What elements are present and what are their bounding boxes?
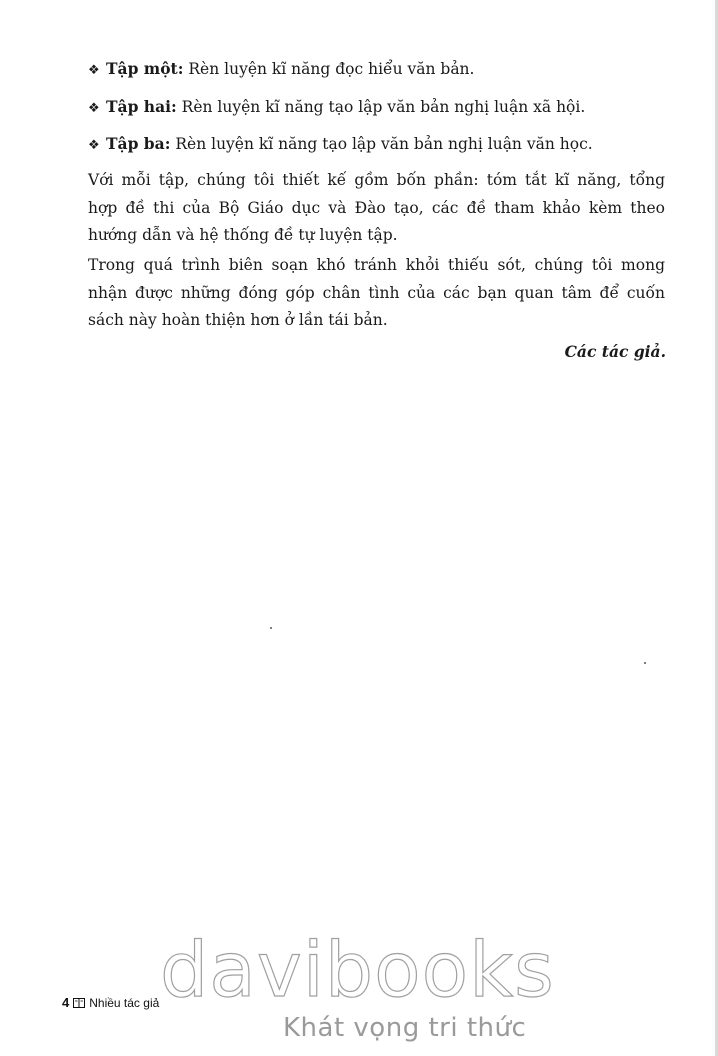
diamond-bullet-icon: ❖ [88,101,100,116]
paragraph-line: hướng dẫn và hệ thống đề tự luyện tập. [88,226,398,244]
watermark-slogan: Khát vọng tri thức [283,1013,527,1043]
page-number: 4 [62,995,70,1010]
diamond-bullet-icon: ❖ [88,63,100,78]
paragraph-closing [88,252,665,335]
print-speck [270,627,272,629]
bullet-item-volume-1 [88,58,678,82]
paragraph-line: Với mỗi tập, chúng tôi thiết kế gồm bốn phần: tóm tắt kĩ năng, tổng [88,171,665,189]
bullet-text: Rèn luyện kĩ năng đọc hiểu văn bản. [188,60,475,78]
watermark-logo: davibooks [160,925,555,1014]
bullet-label: Tập hai: [106,97,177,116]
paragraph-line: sách này hoàn thiện hơn ở lần tái bản. [88,311,388,329]
paragraph-structure [88,167,665,250]
bullet-item-volume-3 [88,133,678,157]
diamond-bullet-icon: ❖ [88,138,100,153]
bullet-text: Rèn luyện kĩ năng tạo lập văn bản nghị luận văn học. [175,135,593,153]
footer-author: Nhiều tác giả [89,995,160,1010]
bullet-item-volume-2 [88,96,678,120]
paragraph-line: Trong quá trình biên soạn khó tránh khỏi thiếu sót, chúng tôi mong [88,256,665,274]
bullet-label: Tập ba: [106,134,171,153]
book-icon [73,998,85,1008]
page-footer [62,995,159,1010]
paragraph-line: nhận được những đóng góp chân tình của các bạn quan tâm để cuốn [88,283,665,302]
bullet-label: Tập một: [106,59,184,78]
bullet-text: Rèn luyện kĩ năng tạo lập văn bản nghị luận xã hội. [181,98,586,116]
paragraph-line: hợp đề thi của Bộ Giáo dục và Đào tạo, các đề tham khảo kèm theo [88,198,665,217]
signature: Các tác giả. [564,342,666,361]
print-speck [644,662,646,664]
